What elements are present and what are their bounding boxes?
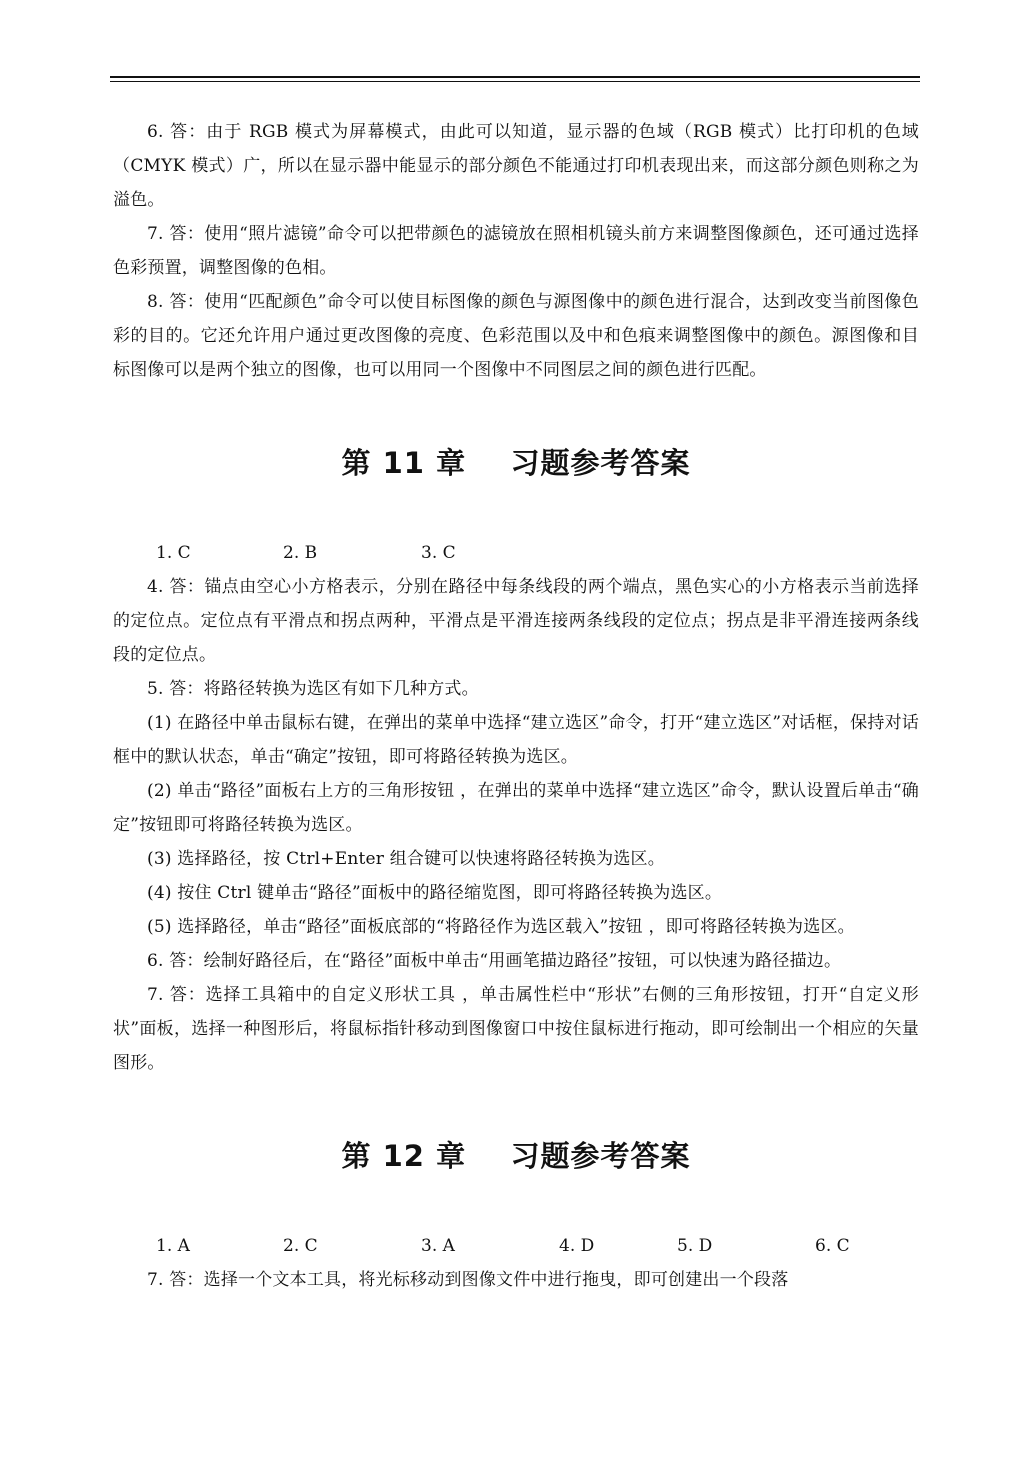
header-rule-thick — [110, 76, 920, 78]
choice-answer: 1. A — [156, 1236, 190, 1256]
answer-11-5-method-1: (1) 在路径中单击鼠标右键，在弹出的菜单中选择“建立选区”命令，打开“建立选区”对话框，保持对话框中的默认状态，单击“确定”按钮，即可将路径转换为选区。 — [113, 713, 919, 767]
choice-answer: 2. B — [283, 543, 318, 563]
answer-11-5: 5. 答：将路径转换为选区有如下几种方式。 — [147, 679, 479, 699]
choice-answer: 1. C — [156, 543, 191, 563]
choice-answer: 4. D — [559, 1236, 595, 1256]
header-rule-thin — [110, 81, 920, 82]
chapter-11-choice-answers — [113, 536, 919, 570]
answer-11-6: 6. 答：绘制好路径后，在“路径”面板中单击“用画笔描边路径”按钮，可以快速为路径描边。 — [147, 951, 842, 971]
answer-11-4: 4. 答：锚点由空心小方格表示，分别在路径中每条线段的两个端点，黑色实心的小方格表示当前选择的定位点。定位点有平滑点和拐点两种，平滑点是平滑连接两条线段的定位点；拐点是非平滑连接两条线段的定位点。 — [113, 577, 919, 665]
chapter-12-choice-answers — [113, 1229, 919, 1263]
answer-10-7: 7. 答：使用“照片滤镜”命令可以把带颜色的滤镜放在照相机镜头前方来调整图像颜色，还可通过选择色彩预置，调整图像的色相。 — [113, 224, 919, 278]
answer-10-8: 8. 答：使用“匹配颜色”命令可以使目标图像的颜色与源图像中的颜色进行混合，达到改变当前图像色彩的目的。它还允许用户通过更改图像的亮度、色彩范围以及中和色痕来调整图像中的颜色。源图像和目标图像可以是两个独立的图像，也可以用同一个图像中不同图层之间的颜色进行匹配。 — [113, 292, 919, 380]
answer-11-5-method-3: (3) 选择路径，按 Ctrl+Enter 组合键可以快速将路径转换为选区。 — [147, 849, 665, 869]
answer-11-5-method-2: (2) 单击“路径”面板右上方的三角形按钮 ，在弹出的菜单中选择“建立选区”命令，默认设置后单击“确定”按钮即可将路径转换为选区。 — [113, 781, 919, 835]
answer-12-7: 7. 答：选择一个文本工具，将光标移动到图像文件中进行拖曳，即可创建出一个段落 — [147, 1270, 789, 1290]
chapter-11-heading: 第 11 章 习题参考答案 — [341, 446, 691, 480]
choice-answer: 2. C — [283, 1236, 318, 1256]
answer-10-6: 6. 答：由于 RGB 模式为屏幕模式，由此可以知道，显示器的色域（RGB 模式）比打印机的色域（CMYK 模式）广，所以在显示器中能显示的部分颜色不能通过打印机表现出来，而这部分颜色则称之为溢色。 — [113, 122, 919, 210]
choice-answer: 6. C — [815, 1236, 850, 1256]
choice-answer: 3. A — [421, 1236, 455, 1256]
answer-11-5-method-5: (5) 选择路径，单击“路径”面板底部的“将路径作为选区载入”按钮 ，即可将路径转换为选区。 — [147, 917, 855, 937]
choice-answer: 5. D — [677, 1236, 713, 1256]
page-content — [113, 115, 919, 1297]
answer-11-5-method-4: (4) 按住 Ctrl 键单击“路径”面板中的路径缩览图，即可将路径转换为选区。 — [147, 883, 723, 903]
answer-11-7: 7. 答：选择工具箱中的自定义形状工具 ，单击属性栏中“形状”右侧的三角形按钮，打开“自定义形状”面板，选择一种图形后，将鼠标指针移动到图像窗口中按住鼠标进行拖动，即可绘制出一个相应的矢量图形。 — [113, 985, 919, 1073]
chapter-12-heading: 第 12 章 习题参考答案 — [341, 1139, 691, 1173]
choice-answer: 3. C — [421, 543, 456, 563]
